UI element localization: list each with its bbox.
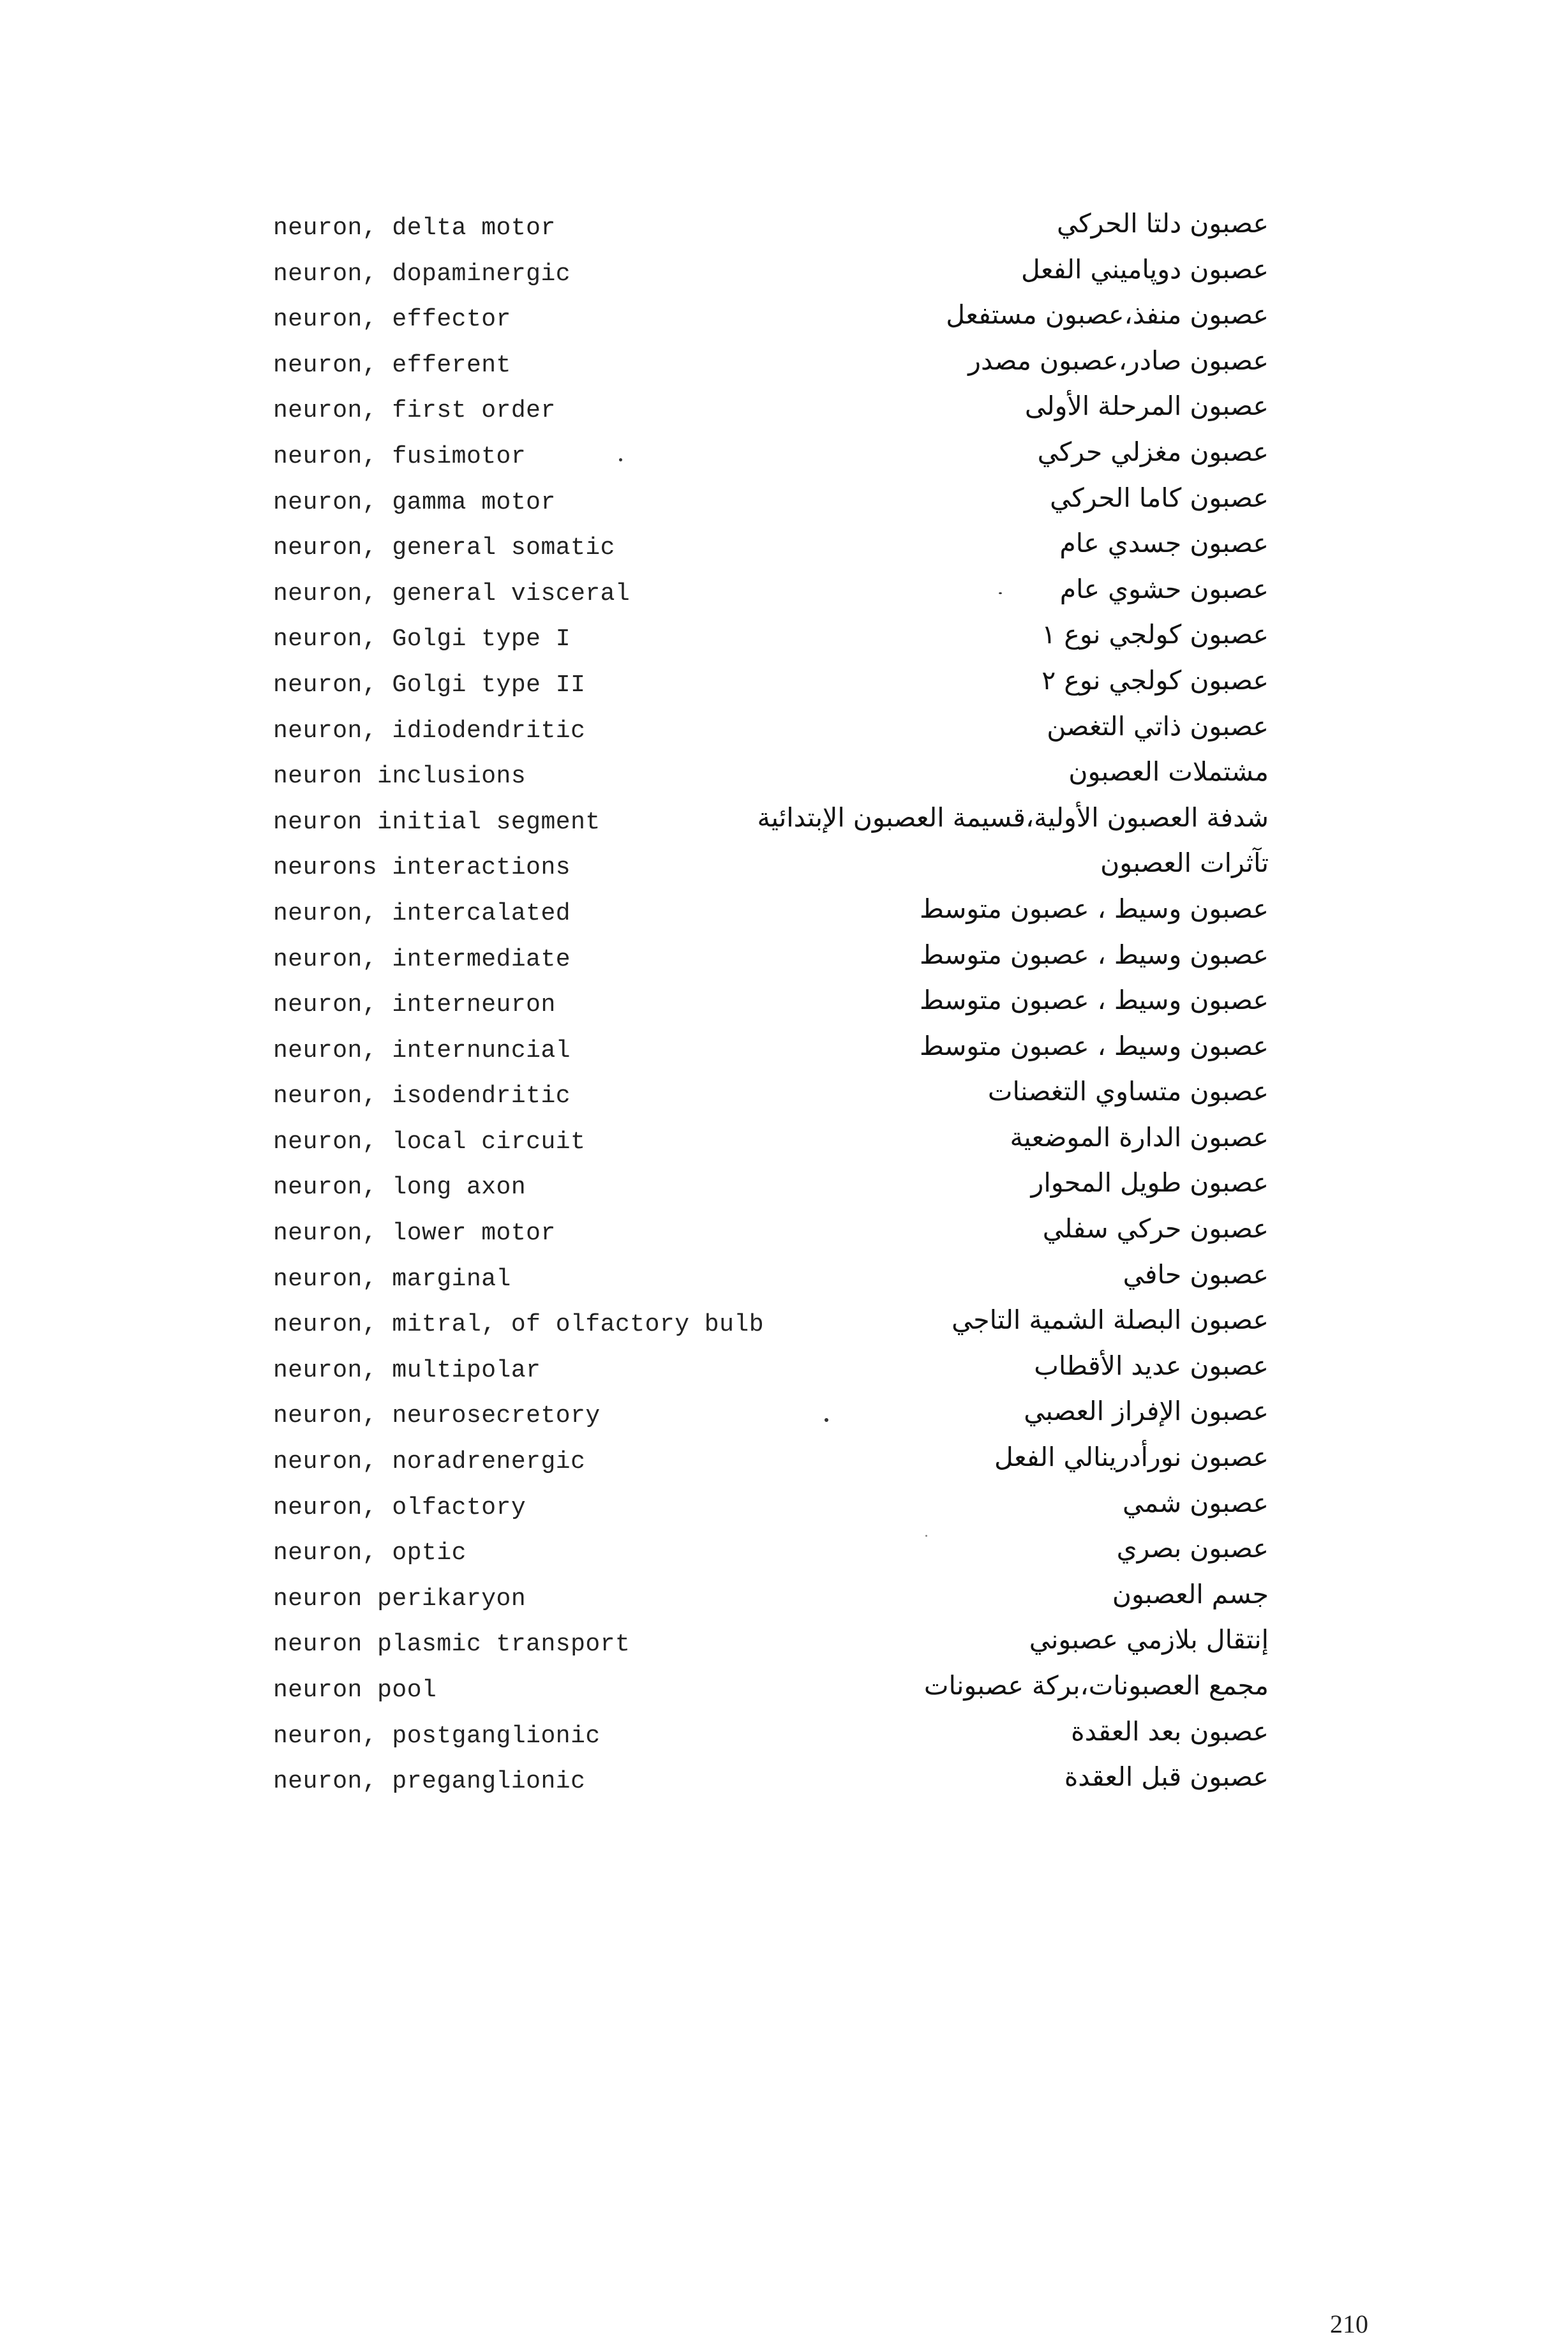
english-term: neuron initial segment <box>273 808 601 836</box>
glossary-entry <box>273 1258 1269 1304</box>
arabic-term: عصبون كولجي نوع ٢ <box>1042 664 1269 696</box>
arabic-term: عصبون وسيط ، عصبون متوسط <box>920 893 1269 924</box>
english-term: neuron, general somatic <box>273 534 615 562</box>
arabic-term: شدفة العصبون الأولية،قسيمة العصبون الإبتدائية <box>757 802 1269 833</box>
glossary-entry <box>273 618 1269 664</box>
english-term: neuron, local circuit <box>273 1128 586 1156</box>
glossary-entry <box>273 1578 1269 1624</box>
arabic-term: مشتملات العصبون <box>1068 756 1269 788</box>
english-term: neuron, olfactory <box>273 1493 526 1521</box>
glossary-entry <box>273 1669 1269 1715</box>
glossary-entry <box>273 253 1269 299</box>
arabic-term: عصبون صادر،عصبون مصدر <box>968 345 1269 376</box>
glossary-entry <box>273 892 1269 938</box>
english-term: neuron perikaryon <box>273 1585 526 1613</box>
english-term: neuron, intermediate <box>273 945 571 973</box>
english-term: neuron, dopaminergic <box>273 260 571 288</box>
glossary-entry <box>273 1760 1269 1806</box>
english-term: neuron, Golgi type II <box>273 671 586 699</box>
english-term: neuron, interneuron <box>273 991 556 1019</box>
glossary-entry <box>273 344 1269 390</box>
arabic-term: عصبون البصلة الشمية التاجي <box>952 1304 1269 1336</box>
glossary-entry <box>273 1349 1269 1395</box>
english-term: neuron, efferent <box>273 351 511 379</box>
scan-speck <box>825 1418 828 1422</box>
english-term: neuron, isodendritic <box>273 1082 571 1110</box>
arabic-term: عصبون حشوي عام <box>1059 573 1269 604</box>
glossary-entry-list <box>273 207 1269 1806</box>
arabic-term: عصبون شمي <box>1123 1487 1269 1518</box>
arabic-term: عصبون الدارة الموضعية <box>1010 1121 1269 1153</box>
glossary-entry <box>273 298 1269 344</box>
arabic-term: عصبون دوپاميني الفعل <box>1020 253 1269 285</box>
arabic-term: جسم العصبون <box>1112 1578 1269 1610</box>
glossary-entry <box>273 1394 1269 1440</box>
glossary-entry <box>273 1532 1269 1578</box>
english-term: neuron pool <box>273 1677 437 1704</box>
english-term: neuron, effector <box>273 306 511 334</box>
page-number: 210 <box>1330 2310 1368 2338</box>
arabic-term: عصبون وسيط ، عصبون متوسط <box>920 1030 1269 1061</box>
english-term: neuron plasmic transport <box>273 1631 631 1659</box>
arabic-term: عصبون نورأدرينالي الفعل <box>994 1442 1269 1473</box>
glossary-entry <box>273 435 1269 481</box>
glossary-entry <box>273 527 1269 572</box>
english-term: neuron, general visceral <box>273 579 631 608</box>
glossary-entry <box>273 1029 1269 1075</box>
glossary-entry <box>273 1486 1269 1532</box>
scan-speck <box>619 458 622 461</box>
glossary-entry <box>273 983 1269 1029</box>
english-term: neuron, multipolar <box>273 1356 541 1384</box>
arabic-term: إنتقال بلازمي عصبوني <box>1029 1624 1269 1655</box>
arabic-term: عصبون الإفراز العصبي <box>1024 1396 1269 1427</box>
glossary-entry <box>273 481 1269 527</box>
english-term: neuron, long axon <box>273 1174 526 1202</box>
glossary-entry <box>273 1303 1269 1349</box>
glossary-entry <box>273 1166 1269 1212</box>
glossary-entry <box>273 755 1269 801</box>
arabic-term: عصبون حافي <box>1123 1259 1269 1290</box>
english-term: neuron, preganglionic <box>273 1768 586 1796</box>
glossary-entry <box>273 801 1269 847</box>
arabic-term: عصبون كولجي نوع ١ <box>1042 619 1269 650</box>
glossary-entry <box>273 1715 1269 1761</box>
glossary-entry <box>273 572 1269 618</box>
english-term: neuron, first order <box>273 397 556 425</box>
english-term: neuron, delta motor <box>273 214 556 242</box>
arabic-term: عصبون مغزلي حركي <box>1037 436 1269 467</box>
arabic-term: عصبون طويل المحوار <box>1031 1167 1269 1199</box>
arabic-term: عصبون منفذ،عصبون مستفعل <box>946 299 1269 331</box>
arabic-term: عصبون وسيط ، عصبون متوسط <box>920 939 1269 970</box>
glossary-entry <box>273 664 1269 710</box>
glossary-entry <box>273 938 1269 984</box>
english-term: neurons interactions <box>273 854 571 882</box>
arabic-term: عصبون وسيط ، عصبون متوسط <box>920 985 1269 1016</box>
english-term: neuron, mitral, of olfactory bulb <box>273 1311 765 1339</box>
english-term: neuron, lower motor <box>273 1220 556 1248</box>
arabic-term: عصبون بعد العقدة <box>1071 1715 1269 1747</box>
glossary-entry <box>273 1075 1269 1121</box>
english-term: neuron, postganglionic <box>273 1722 601 1750</box>
english-term: neuron, fusimotor <box>273 442 526 470</box>
english-term: neuron inclusions <box>273 763 526 791</box>
arabic-term: عصبون دلتا الحركي <box>1056 208 1269 239</box>
glossary-entry <box>273 1623 1269 1669</box>
arabic-term: عصبون قبل العقدة <box>1064 1761 1269 1793</box>
arabic-term: عصبون عديد الأقطاب <box>1034 1350 1269 1381</box>
arabic-term: عصبون ذاتي التغصن <box>1047 710 1269 742</box>
glossary-entry <box>273 1121 1269 1167</box>
english-term: neuron, marginal <box>273 1265 511 1293</box>
english-term: neuron, idiodendritic <box>273 717 586 745</box>
glossary-entry <box>273 389 1269 435</box>
english-term: neuron, internuncial <box>273 1036 571 1065</box>
scan-speck <box>925 1535 927 1537</box>
english-term: neuron, neurosecretory <box>273 1402 601 1430</box>
glossary-entry <box>273 1440 1269 1486</box>
arabic-term: عصبون المرحلة الأولى <box>1024 391 1269 422</box>
arabic-term: عصبون جسدي عام <box>1059 528 1269 559</box>
arabic-term: عصبون بصري <box>1116 1533 1269 1564</box>
arabic-term: عصبون كاما الحركي <box>1050 482 1269 513</box>
glossary-entry <box>273 710 1269 756</box>
glossary-entry <box>273 1212 1269 1258</box>
english-term: neuron, gamma motor <box>273 488 556 516</box>
glossary-entry <box>273 207 1269 253</box>
english-term: neuron, Golgi type I <box>273 625 571 654</box>
english-term: neuron, optic <box>273 1539 467 1567</box>
english-term: neuron, noradrenergic <box>273 1448 586 1476</box>
page-number-block <box>1330 2309 1368 2339</box>
glossary-entry <box>273 846 1269 892</box>
arabic-term: عصبون حركي سفلي <box>1042 1213 1269 1244</box>
arabic-term: عصبون متساوي التغصنات <box>987 1076 1269 1107</box>
arabic-term: تآثرات العصبون <box>1100 848 1269 879</box>
english-term: neuron, intercalated <box>273 899 571 927</box>
arabic-term: مجمع العصبونات،بركة عصبونات <box>923 1670 1269 1701</box>
scan-speck <box>999 592 1002 594</box>
